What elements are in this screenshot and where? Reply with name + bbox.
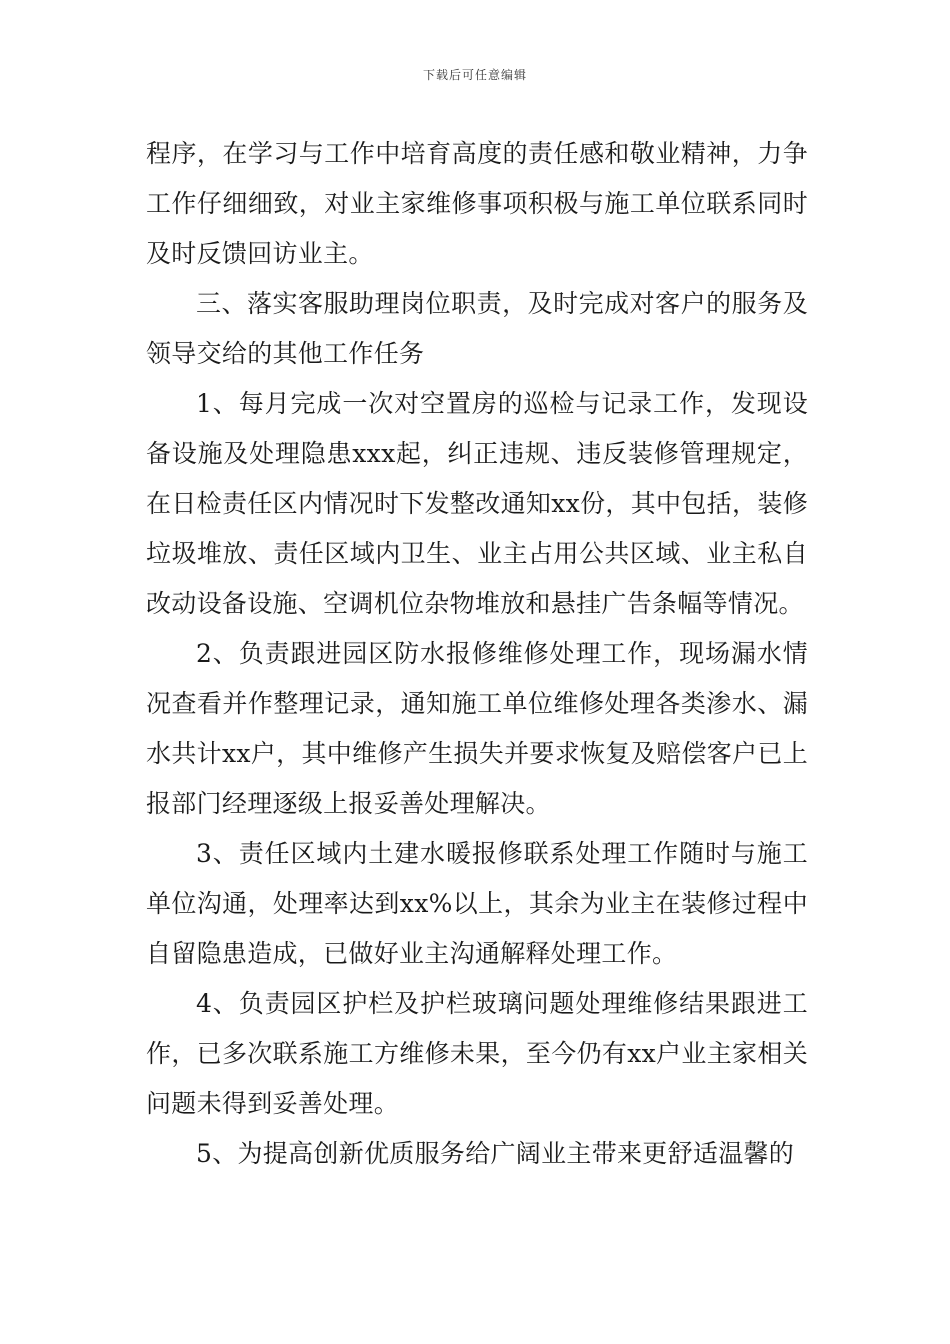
paragraph-item-4: 4、负责园区护栏及护栏玻璃问题处理维修结果跟进工作，已多次联系施工方维修未果，至今仍有xx户业主家相关问题未得到妥善处理。 (146, 989, 808, 1118)
header-note: 下载后可任意编辑 (422, 68, 527, 82)
document-body (146, 129, 808, 1179)
paragraph-continuation: 程序，在学习与工作中培育高度的责任感和敬业精神，力争工作仔细细致，对业主家维修事项积极与施工单位联系同时及时反馈回访业主。 (146, 139, 808, 268)
paragraph-item-1: 1、每月完成一次对空置房的巡检与记录工作，发现设备设施及处理隐患xxx起，纠正违规、违反装修管理规定，在日检责任区内情况时下发整改通知xx份，其中包括，装修垃圾堆放、责任区域内卫生、业主占用公共区域、业主私自改动设备设施、空调机位杂物堆放和悬挂广告条幅等情况。 (146, 389, 808, 618)
paragraph-item-5: 5、为提高创新优质服务给广阔业主带来更舒适温馨的 (196, 1139, 795, 1168)
section-heading-three: 三、落实客服助理岗位职责，及时完成对客户的服务及领导交给的其他工作任务 (146, 289, 808, 368)
paragraph-item-3: 3、责任区域内土建水暖报修联系处理工作随时与施工单位沟通，处理率达到xx%以上，其余为业主在装修过程中自留隐患造成，已做好业主沟通解释处理工作。 (146, 839, 808, 968)
paragraph-item-2: 2、负责跟进园区防水报修维修处理工作，现场漏水情况查看并作整理记录，通知施工单位维修处理各类渗水、漏水共计xx户，其中维修产生损失并要求恢复及赔偿客户已上报部门经理逐级上报妥善处理解决。 (146, 639, 808, 818)
